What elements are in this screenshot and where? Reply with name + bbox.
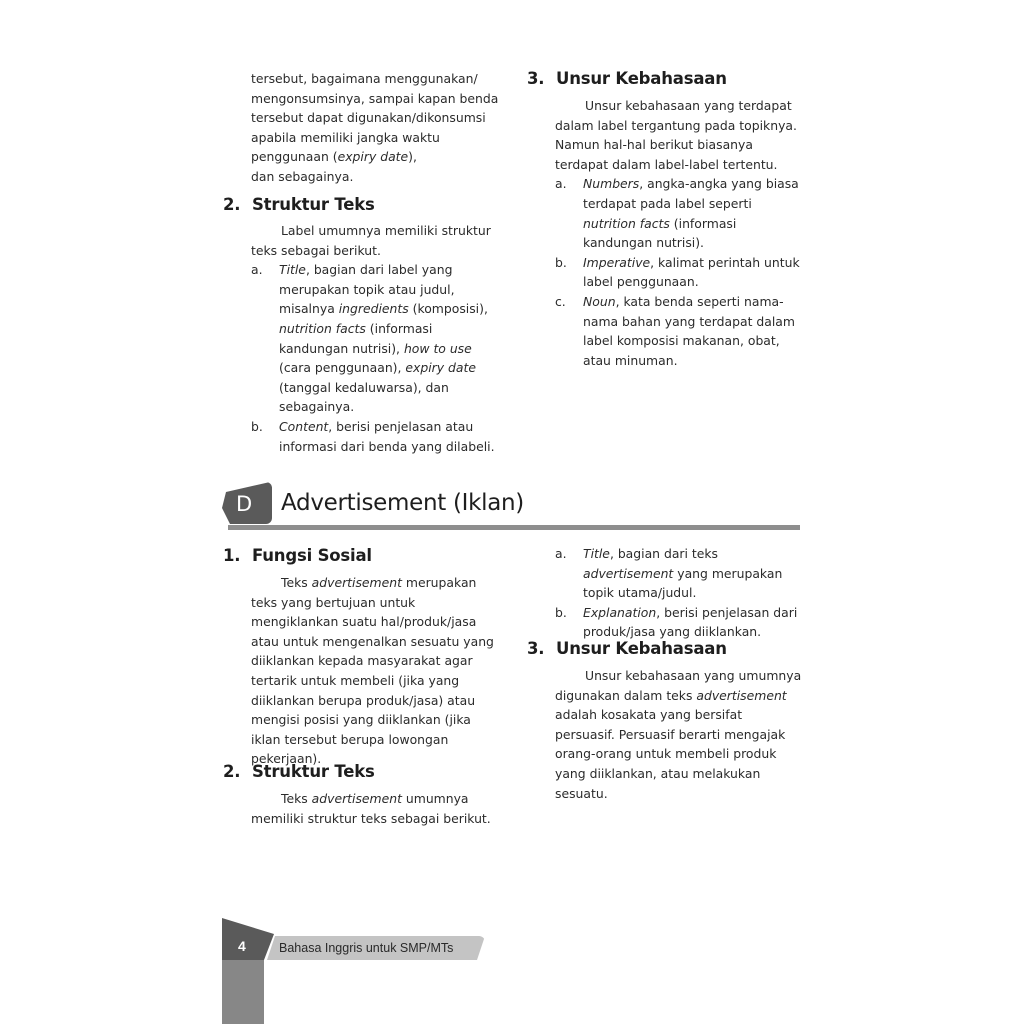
paragraph: Unsur kebahasaan yang terdapat dalam label tergantung pada topiknya. Namun hal-hal berikut biasanya terdapat dalam label-label tertentu. <box>555 98 797 172</box>
heading-number: 1. <box>223 546 241 565</box>
text-line: dan sebagainya. <box>251 168 354 184</box>
text-line: mengonsumsinya, sampai kapan benda <box>251 90 499 106</box>
heading-struktur-teks-ad <box>223 762 375 781</box>
heading-text: Struktur Teks <box>252 195 375 214</box>
heading-number: 2. <box>223 195 241 214</box>
list-item <box>251 417 503 456</box>
list-marker: b. <box>555 604 567 620</box>
fungsi-sosial-body <box>251 573 501 769</box>
text: , bagian dari label yang merupakan topik atau judul, misalnya <box>279 262 455 317</box>
list-item <box>555 603 809 642</box>
struktur-teks-ad-list <box>555 544 809 642</box>
heading-unsur-kebahasaan-label <box>527 69 727 88</box>
list-marker: a. <box>251 262 263 278</box>
italic-term: Numbers <box>583 176 640 192</box>
heading-number: 3. <box>527 69 545 88</box>
text: yang merupakan topik utama/judul. <box>583 565 783 601</box>
italic-term: how to use <box>403 340 472 356</box>
italic-term: nutrition facts <box>279 320 366 336</box>
text: Teks <box>281 791 312 806</box>
italic-term: expiry date <box>337 149 409 165</box>
italic-term: advertisement <box>583 565 674 581</box>
text-line: penggunaan ( <box>251 149 338 165</box>
struktur-teks-label-body <box>251 221 503 456</box>
footer-page-tab <box>222 918 274 960</box>
struktur-teks-ad-body <box>251 789 501 828</box>
heading-number: 3. <box>527 639 545 658</box>
text-line: tersebut, bagaimana menggunakan/ <box>251 71 478 86</box>
text: , bagian dari teks <box>609 546 719 561</box>
paragraph <box>251 789 501 828</box>
text-line: tersebut dapat digunakan/dikonsumsi <box>251 110 486 126</box>
italic-term: advertisement <box>311 791 402 806</box>
text: umumnya memiliki struktur teks sebagai berikut. <box>251 791 491 826</box>
unsur-kebahasaan-label-body <box>555 96 805 370</box>
list-marker: c. <box>555 293 566 309</box>
heading-fungsi-sosial <box>223 546 372 565</box>
heading-number: 2. <box>223 762 241 781</box>
list-marker: b. <box>555 254 567 270</box>
book-title: Bahasa Inggris untuk SMP/MTs <box>279 941 454 955</box>
text: , angka-angka yang biasa terdapat pada label seperti <box>583 176 799 211</box>
list-marker: b. <box>251 418 263 434</box>
heading-text: Fungsi Sosial <box>252 546 372 565</box>
italic-term: Noun <box>583 293 616 309</box>
heading-text: Unsur Kebahasaan <box>556 639 727 658</box>
text: , berisi penjelasan atau informasi dari benda yang dilabeli. <box>279 418 495 454</box>
text: Teks <box>281 575 312 590</box>
list-item <box>555 253 805 292</box>
text: (komposisi), <box>408 301 488 317</box>
text: adalah kosakata yang bersifat persuasif. Persuasif berarti mengajak orang-orang untuk membeli produk yang diiklankan, atau melakukan sesuatu. <box>555 707 786 801</box>
paragraph <box>251 573 501 769</box>
footer-side-strip <box>222 960 264 1024</box>
section-letter: D <box>236 492 253 516</box>
list-marker: a. <box>555 546 567 561</box>
list-item <box>555 544 809 603</box>
italic-term: Explanation <box>583 604 657 620</box>
italic-term: nutrition facts <box>583 215 670 231</box>
section-divider <box>228 525 800 530</box>
list-item <box>555 174 805 252</box>
list-item <box>251 260 503 417</box>
unsur-kebahasaan-ad-body <box>555 666 805 803</box>
text: , berisi penjelasan dari produk/jasa yang diiklankan. <box>583 604 798 640</box>
continuation-paragraph <box>251 69 501 187</box>
text: (tanggal kedaluwarsa), dan sebagainya. <box>279 379 449 415</box>
italic-term: ingredients <box>338 301 409 317</box>
italic-term: advertisement <box>696 687 787 703</box>
page-number: 4 <box>238 938 246 954</box>
italic-term: expiry date <box>405 360 476 376</box>
text-line: ), <box>408 149 417 165</box>
text: merupakan teks yang bertujuan untuk mengiklankan suatu hal/produk/jasa atau untuk mengenalkan sesuatu yang diiklankan kepada masyarakat agar tertarik untuk membeli (jika yang diiklankan berupa produk/jasa) atau mengisi posisi yang diiklankan (jika iklan tersebut berupa lowongan pekerjaan). <box>251 575 494 767</box>
section-title: Advertisement (Iklan) <box>281 490 524 516</box>
italic-term: advertisement <box>311 575 402 590</box>
text: (informasi kandungan nutrisi), <box>279 320 433 356</box>
italic-term: Content <box>279 418 329 434</box>
text: Unsur kebahasaan yang umumnya digunakan dalam teks <box>555 668 802 703</box>
heading-struktur-teks-label <box>223 195 375 214</box>
text-line: apabila memiliki jangka waktu <box>251 129 440 145</box>
list-item <box>555 292 805 370</box>
text: , kalimat perintah untuk label penggunaan. <box>583 254 800 290</box>
paragraph: Label umumnya memiliki struktur teks sebagai berikut. <box>251 223 491 258</box>
text: , kata benda seperti nama-nama bahan yang terdapat dalam label komposisi makanan, obat, atau minuman. <box>583 293 795 368</box>
text: (informasi kandungan nutrisi). <box>583 215 737 251</box>
heading-text: Unsur Kebahasaan <box>556 69 727 88</box>
paragraph <box>555 666 805 803</box>
heading-unsur-kebahasaan-ad <box>527 639 727 658</box>
italic-term: Imperative <box>583 254 651 270</box>
italic-term: Title <box>279 262 306 278</box>
text: (cara penggunaan), <box>279 360 406 376</box>
italic-term: Title <box>583 546 610 561</box>
list-marker: a. <box>555 176 567 192</box>
heading-text: Struktur Teks <box>252 762 375 781</box>
